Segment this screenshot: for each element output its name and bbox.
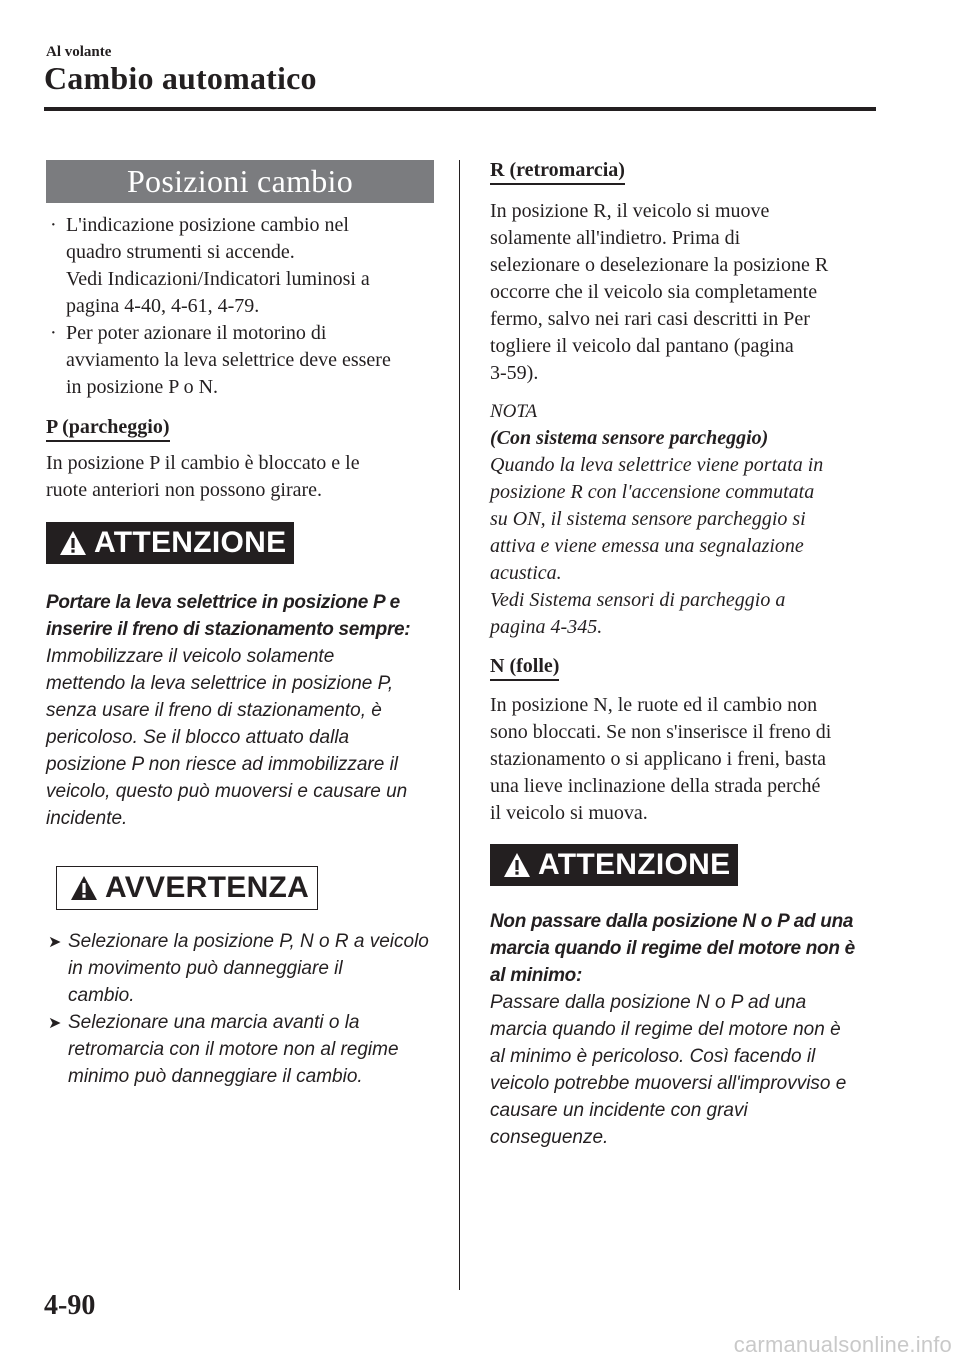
arrow-bullet-icon: ➤ [48, 934, 62, 951]
arrow-bullet-icon: ➤ [48, 1015, 62, 1032]
section-kicker: Al volante [46, 44, 112, 60]
right-column [490, 158, 880, 1151]
r-paragraph: In posizione R, il veicolo si muove solamente all'indietro. Prima di selezionare o deselezionare la posizione R occorre che il veicolo sia completamente fermo, salvo nei rari casi descritti in Per togliere il veicolo dal pantano (pagina 3-59). [490, 200, 829, 384]
avvertenza-label: AVVERTENZA [56, 866, 318, 910]
attenzione-label: ATTENZIONE [46, 522, 294, 564]
nota-label: NOTA [490, 401, 538, 422]
avvertenza-list [46, 928, 434, 1090]
section-banner: Posizioni cambio [46, 160, 434, 203]
n-paragraph: In posizione N, le ruote ed il cambio non sono bloccati. Se non s'inserisce il freno di stazionamento o si applicano i freni, basta una lieve inclinazione della strada perché il veicolo si muova. [490, 694, 832, 824]
bullet-item: · Per poter azionare il motorino di avviamento la leva selettrice deve essere in posizione P o N. [50, 322, 391, 398]
warning-triangle-icon [58, 529, 88, 557]
watermark: carmanualsonline.info [733, 1332, 952, 1357]
bullet-dot-icon: · [50, 322, 57, 344]
p-paragraph: In posizione P il cambio è bloccato e le ruote anteriori non possono girare. [46, 452, 360, 501]
warning-triangle-icon [502, 851, 532, 879]
attenzione-block: Non passare dalla posizione N o P ad una marcia quando il regime del motore non è al minimo: Passare dalla posizione N o P ad una marcia quando il regime del motore non è al minimo è pericoloso. Così facendo il veicolo potrebbe muoversi all'improvviso e causare un incidente con gravi conseguenze. [490, 911, 855, 1148]
left-column [46, 160, 434, 1090]
attenzione-label: ATTENZIONE [490, 844, 738, 886]
n-heading: N (folle) [490, 654, 559, 681]
avvertenza-item: ➤ Selezionare la posizione P, N o R a veicolo in movimento può danneggiare il cambio. [48, 931, 429, 1006]
page-title: Cambio automatico [44, 60, 317, 96]
bullet-dot-icon: · [50, 214, 57, 236]
avvertenza-item: ➤ Selezionare una marcia avanti o la retromarcia con il motore non al regime minimo può danneggiare il cambio. [48, 1012, 399, 1087]
attenzione-block: Portare la leva selettrice in posizione P e inserire il freno di stazionamento sempre: Immobilizzare il veicolo solamente mettendo la leva selettrice in posizione P, senza usare il freno di stazionamento, è pericoloso. Se il blocco attuato dalla posizione P non riesce ad immobilizzare il veicolo, questo può muoversi e causare un incidente. [46, 592, 411, 829]
page-number: 4-90 [44, 1290, 96, 1321]
warning-triangle-icon [69, 874, 99, 902]
p-heading: P (parcheggio) [46, 415, 170, 442]
bullet-list [46, 212, 434, 401]
column-divider [459, 160, 460, 1290]
header-rule [44, 107, 876, 111]
r-heading: R (retromarcia) [490, 158, 625, 185]
bullet-item: · L'indicazione posizione cambio nel quadro strumenti si accende. Vedi Indicazioni/Indicatori luminosi a pagina 4-40, 4-61, 4-79. [50, 214, 370, 317]
nota-block: NOTA (Con sistema sensore parcheggio) Quando la leva selettrice viene portata in posizione R con l'accensione commutata su ON, il sistema sensore parcheggio si attiva e viene emessa una segnalazione acustica. Vedi Sistema sensori di parcheggio a pagina 4-345. [490, 398, 880, 641]
